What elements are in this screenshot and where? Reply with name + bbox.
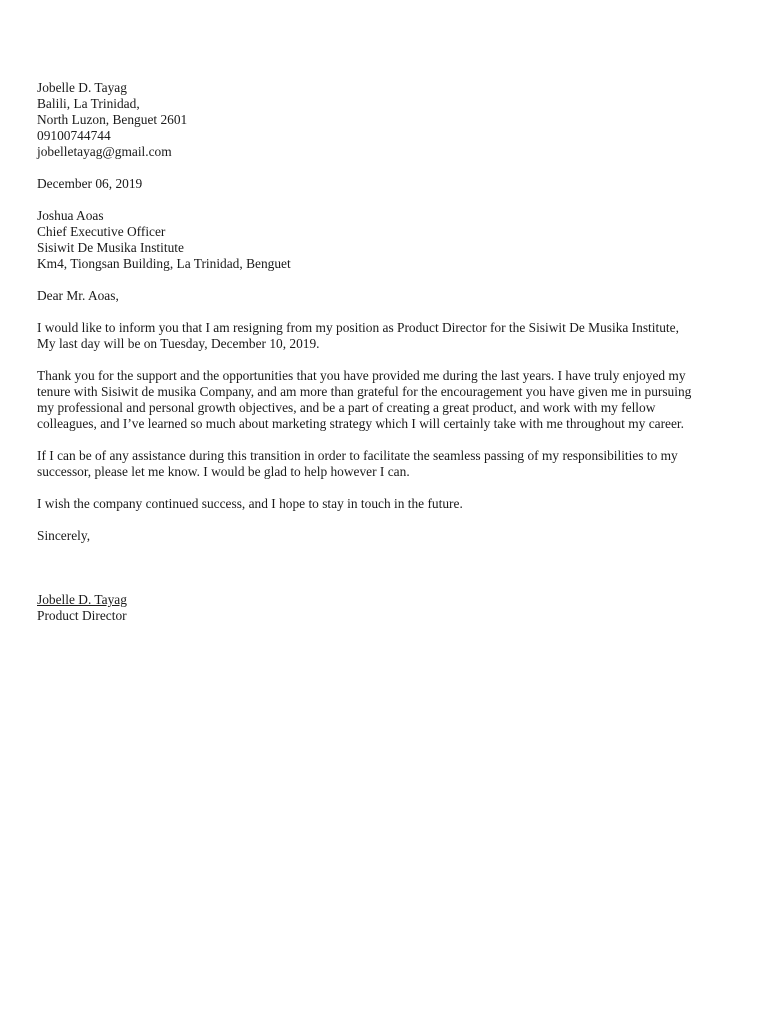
sender-email: jobelletayag@gmail.com (37, 144, 172, 159)
recipient-title: Chief Executive Officer (37, 224, 166, 239)
sender-phone: 09100744744 (37, 128, 111, 143)
paragraph-2 (37, 368, 737, 432)
recipient-organization: Sisiwit De Musika Institute (37, 240, 184, 255)
salutation: Dear Mr. Aoas, (37, 288, 119, 303)
paragraph-3 (37, 448, 737, 480)
signature-block (37, 592, 737, 624)
sender-name: Jobelle D. Tayag (37, 80, 127, 95)
paragraph-line: my professional and personal growth objectives, and be a part of creating a great product, and work with my fellow (37, 400, 656, 415)
signature-name: Jobelle D. Tayag (37, 592, 127, 607)
sender-block (37, 80, 737, 160)
paragraph-line: tenure with Sisiwit de musika Company, and am more than grateful for the encouragement you have given me in pursuing (37, 384, 692, 399)
paragraph-line: If I can be of any assistance during this transition in order to facilitate the seamless passing of my responsibilities to my (37, 448, 678, 463)
paragraph-1 (37, 320, 737, 352)
recipient-name: Joshua Aoas (37, 208, 104, 223)
sender-address-line1: Balili, La Trinidad, (37, 96, 140, 111)
paragraph-line: I would like to inform you that I am resigning from my position as Product Director for the Sisiwit De Musika Institute, (37, 320, 679, 335)
paragraph-4: I wish the company continued success, and I hope to stay in touch in the future. (37, 496, 463, 511)
paragraph-line: successor, please let me know. I would be glad to help however I can. (37, 464, 410, 479)
sender-address-line2: North Luzon, Benguet 2601 (37, 112, 188, 127)
paragraph-line: My last day will be on Tuesday, December 10, 2019. (37, 336, 320, 351)
signature-space (37, 544, 737, 592)
paragraph-line: Thank you for the support and the opportunities that you have provided me during the last years. I have truly enjoyed my (37, 368, 686, 383)
recipient-address: Km4, Tiongsan Building, La Trinidad, Benguet (37, 256, 291, 271)
signature-title: Product Director (37, 608, 127, 623)
letter-page (37, 80, 737, 624)
paragraph-line: colleagues, and I’ve learned so much about marketing strategy which I will certainly take with me throughout my career. (37, 416, 684, 431)
letter-date: December 06, 2019 (37, 176, 143, 191)
closing: Sincerely, (37, 528, 91, 543)
recipient-block (37, 208, 737, 272)
